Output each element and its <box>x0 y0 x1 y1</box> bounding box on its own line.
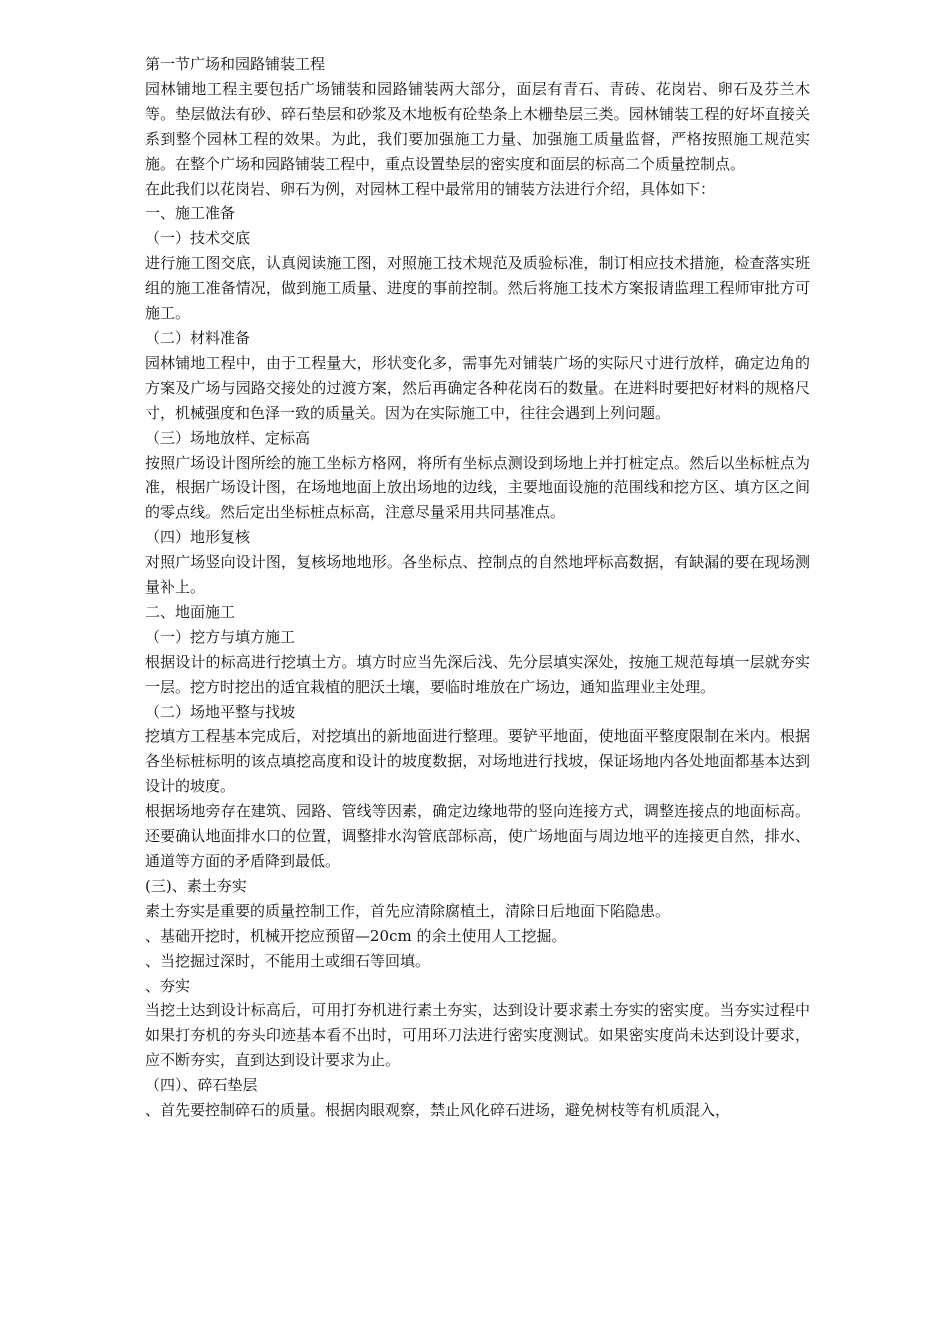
paragraph-compaction-detail: 当挖土达到设计标高后，可用打夯机进行素土夯实，达到设计要求素土夯实的密实度。当夯实过程中如果打夯机的夯头印迹基本看不出时，可用环刀法进行密实度测试。如果密实度尚未达到设计要求，应不断夯实，直到达到设计要求为止。 <box>145 1001 810 1070</box>
list-item-compaction: 、夯实 <box>145 976 191 995</box>
paragraph-soil-compaction: 素土夯实是重要的质量控制工作，首先应清除腐植土，清除日后地面下陷隐患。 <box>145 901 671 920</box>
paragraph-leveling-slope-2: 根据场地旁存在建筑、园路、管线等因素，确定边缘地带的竖向连接方式，调整连接点的地面标高。还要确认地面排水口的位置，调整排水沟管底部标高，使广场地面与周边地平的连接更自然，排水、通道等方面的矛盾降到最低。 <box>145 802 810 870</box>
paragraph-example: 在此我们以花岗岩、卵石为例，对园林工程中最常用的铺装方法进行介绍，具体如下： <box>145 179 716 198</box>
subheading-site-layout: （三）场地放样、定标高 <box>145 428 311 447</box>
section-title: 第一节广场和园路铺装工程 <box>145 55 326 73</box>
subheading-technical-briefing: （一）技术交底 <box>145 229 251 248</box>
list-item-overdig: 、当挖掘过深时，不能用土或细石等回填。 <box>145 951 431 970</box>
subheading-cut-fill: （一）挖方与填方施工 <box>145 627 296 646</box>
paragraph-material-prep: 园林铺地工程中，由于工程量大，形状变化多，需事先对铺装广场的实际尺寸进行放样，确定边角的方案及广场与园路交接处的过渡方案，然后再确定各种花岗石的数量。在进料时要把好材料的规格尺寸，机械强度和色泽一致的质量关。因为在实际施工中，往往会遇到上列问题。 <box>145 353 810 422</box>
paragraph-terrain-check: 对照广场竖向设计图，复核场地地形。各坐标点、控制点的自然地坪标高数据，有缺漏的要在现场测量补上。 <box>145 553 810 597</box>
heading-construction-prep: 一、施工准备 <box>145 204 236 223</box>
subheading-leveling-slope: （二）场地平整与找坡 <box>145 702 296 721</box>
paragraph-cut-fill: 根据设计的标高进行挖填土方。填方时应当先深后浅、先分层填实深处，按施工规范每填一层就夯实一层。挖方时挖出的适宜栽植的肥沃土壤，要临时堆放在广场边，通知监理业主处理。 <box>145 652 810 696</box>
subheading-gravel-cushion: （四）、碎石垫层 <box>145 1076 258 1095</box>
paragraph-site-layout: 按照广场设计图所绘的施工坐标方格网，将所有坐标点测设到场地上并打桩定点。然后以坐标桩点为准，根据广场设计图，在场地地面上放出场地的边线，主要地面设施的范围线和挖方区、填方区之间的零点线。然后定出坐标桩点标高，注意尽量采用共同基准点。 <box>145 453 810 522</box>
paragraph-intro: 园林铺地工程主要包括广场铺装和园路铺装两大部分，面层有青石、青砖、花岗岩、卵石及芬兰木等。垫层做法有砂、碎石垫层和砂浆及木地板有砼垫条上木栅垫层三类。园林铺装工程的好坏直接关系到整个园林工程的效果。为此，我们要加强施工力量、加强施工质量监督，严格按照施工规范实施。在整个广场和园路铺装工程中，重点设置垫层的密实度和面层的标高二个质量控制点。 <box>145 79 810 173</box>
paragraph-technical-briefing: 进行施工图交底，认真阅读施工图，对照施工技术规范及质验标准，制订相应技术措施，检查落实班组的施工准备情况，做到施工质量、进度的事前控制。然后将施工技术方案报请监理工程师审批方可施工。 <box>145 254 810 323</box>
subheading-terrain-check: （四）地形复核 <box>145 528 251 547</box>
subheading-soil-compaction: (三)、素土夯实 <box>145 876 247 895</box>
list-item-gravel-quality: 、首先要控制碎石的质量。根据肉眼观察，禁止风化碎石进场，避免树枝等有机质混入， <box>145 1101 731 1120</box>
list-item-excavation: 、基础开挖时，机械开挖应预留—20cm 的余土使用人工挖掘。 <box>145 926 567 945</box>
heading-ground-construction: 二、地面施工 <box>145 602 236 621</box>
document-page <box>145 52 810 1123</box>
subheading-material-prep: （二）材料准备 <box>145 328 251 347</box>
paragraph-leveling-slope-1: 挖填方工程基本完成后，对挖填出的新地面进行整理。要铲平地面，使地面平整度限制在米内。根据各坐标桩标明的该点填挖高度和设计的坡度数据，对场地进行找坡，保证场地内各处地面都基本达到设计的坡度。 <box>145 727 810 796</box>
